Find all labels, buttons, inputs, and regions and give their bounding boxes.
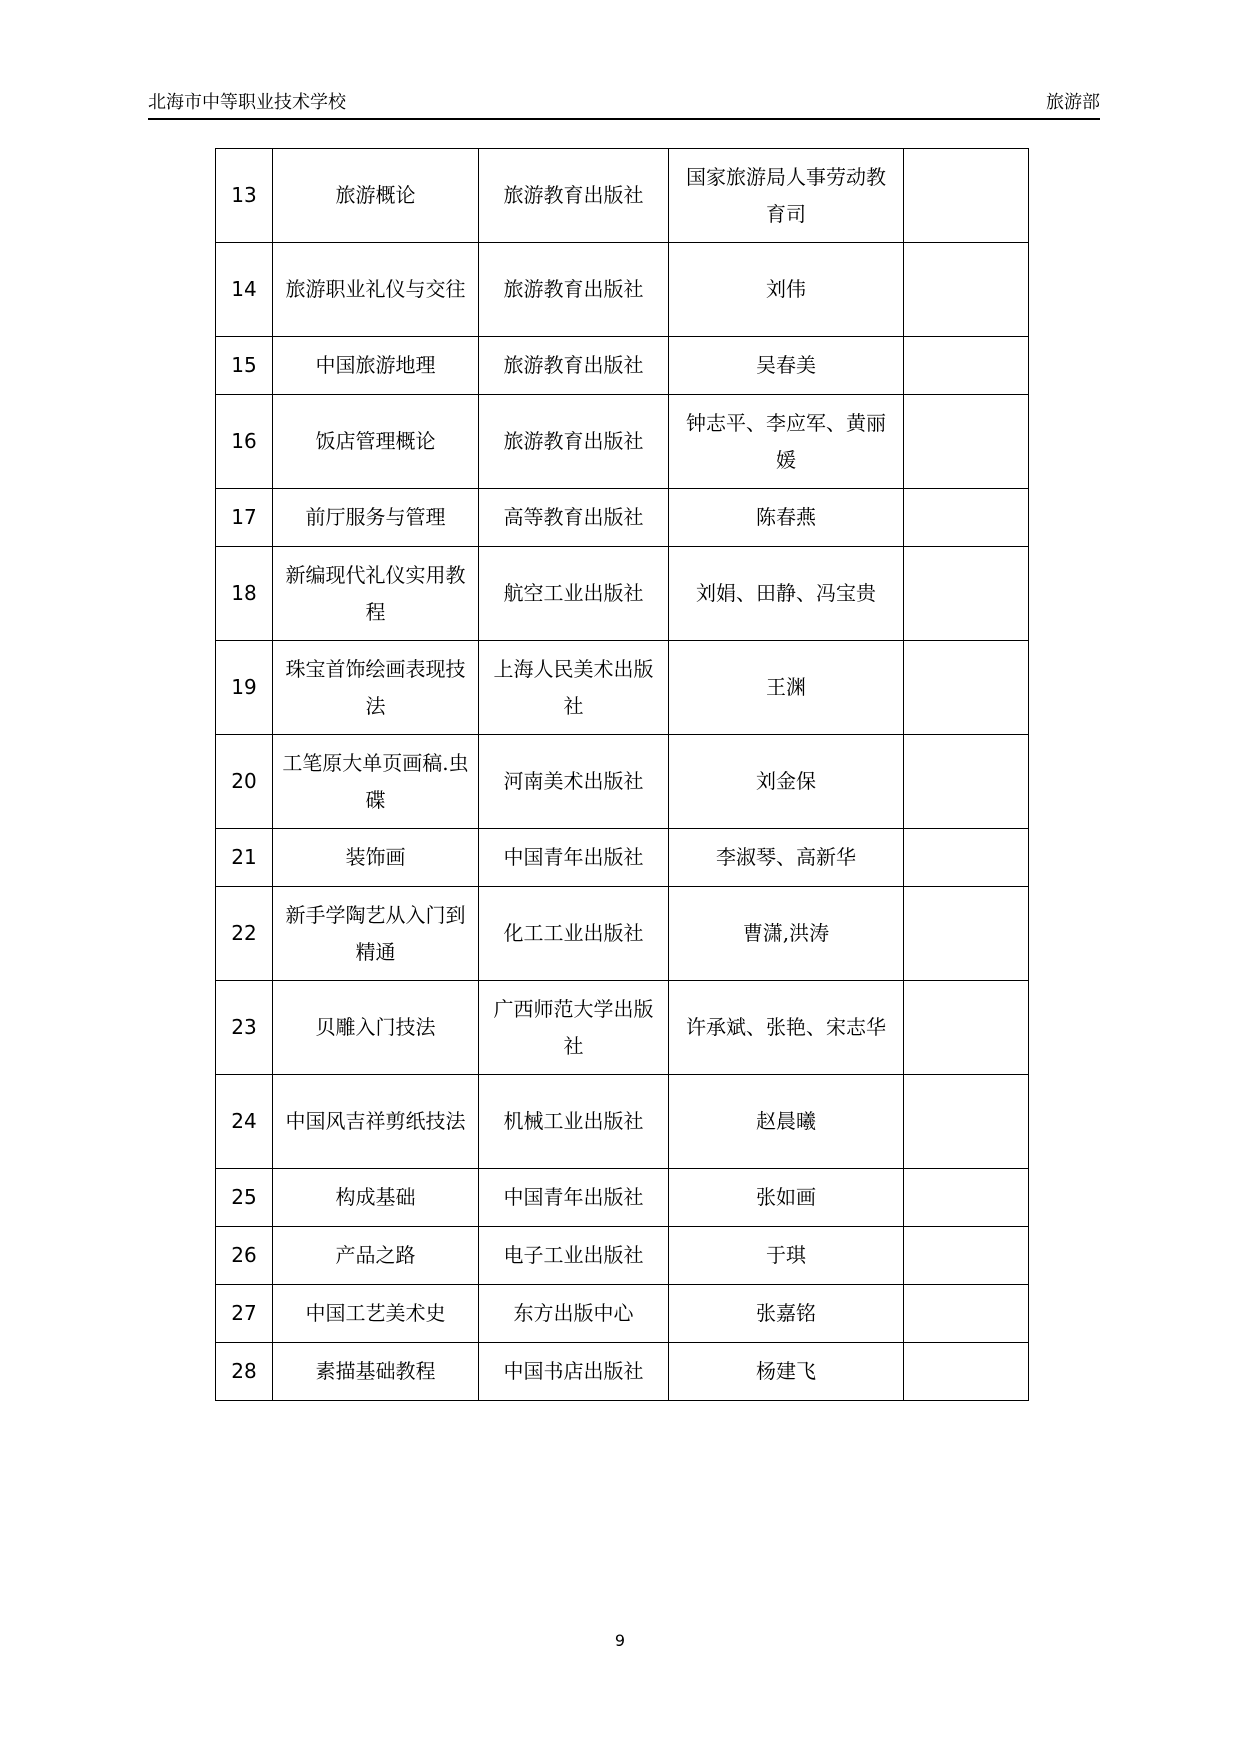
publisher: 中国青年出版社 <box>479 829 669 887</box>
note <box>904 337 1029 395</box>
author: 钟志平、李应军、黄丽媛 <box>669 395 904 489</box>
author: 吴春美 <box>669 337 904 395</box>
note <box>904 1075 1029 1169</box>
row-number: 15 <box>216 337 273 395</box>
row-number: 14 <box>216 243 273 337</box>
author: 王渊 <box>669 641 904 735</box>
author: 曹潇,洪涛 <box>669 887 904 981</box>
school-name: 北海市中等职业技术学校 <box>148 92 346 113</box>
note <box>904 547 1029 641</box>
book-title: 素描基础教程 <box>273 1343 479 1401</box>
table-row <box>216 887 1029 981</box>
textbook-table <box>215 148 1029 1401</box>
book-title: 旅游职业礼仪与交往 <box>273 243 479 337</box>
page-header <box>148 86 1100 120</box>
row-number: 16 <box>216 395 273 489</box>
table-row <box>216 829 1029 887</box>
publisher: 东方出版中心 <box>479 1285 669 1343</box>
row-number: 23 <box>216 981 273 1075</box>
author: 刘金保 <box>669 735 904 829</box>
author: 于琪 <box>669 1227 904 1285</box>
table-row <box>216 547 1029 641</box>
publisher: 旅游教育出版社 <box>479 243 669 337</box>
author: 赵晨曦 <box>669 1075 904 1169</box>
book-title: 中国旅游地理 <box>273 337 479 395</box>
book-title: 工笔原大单页画稿.虫碟 <box>273 735 479 829</box>
row-number: 25 <box>216 1169 273 1227</box>
author: 张嘉铭 <box>669 1285 904 1343</box>
book-title: 中国风吉祥剪纸技法 <box>273 1075 479 1169</box>
department-name: 旅游部 <box>1046 92 1100 113</box>
publisher: 上海人民美术出版社 <box>479 641 669 735</box>
publisher: 电子工业出版社 <box>479 1227 669 1285</box>
publisher: 中国青年出版社 <box>479 1169 669 1227</box>
book-title: 珠宝首饰绘画表现技法 <box>273 641 479 735</box>
note <box>904 489 1029 547</box>
book-title: 旅游概论 <box>273 149 479 243</box>
publisher: 高等教育出版社 <box>479 489 669 547</box>
row-number: 27 <box>216 1285 273 1343</box>
table-row <box>216 735 1029 829</box>
note <box>904 1227 1029 1285</box>
note <box>904 395 1029 489</box>
book-title: 新手学陶艺从入门到精通 <box>273 887 479 981</box>
author: 张如画 <box>669 1169 904 1227</box>
publisher: 旅游教育出版社 <box>479 149 669 243</box>
table-row <box>216 1169 1029 1227</box>
publisher: 旅游教育出版社 <box>479 395 669 489</box>
row-number: 19 <box>216 641 273 735</box>
row-number: 22 <box>216 887 273 981</box>
book-title: 新编现代礼仪实用教程 <box>273 547 479 641</box>
row-number: 20 <box>216 735 273 829</box>
book-title: 产品之路 <box>273 1227 479 1285</box>
page-number: 9 <box>614 1631 626 1650</box>
row-number: 21 <box>216 829 273 887</box>
author: 陈春燕 <box>669 489 904 547</box>
author: 杨建飞 <box>669 1343 904 1401</box>
note <box>904 1285 1029 1343</box>
note <box>904 829 1029 887</box>
note <box>904 981 1029 1075</box>
table-row <box>216 981 1029 1075</box>
note <box>904 1169 1029 1227</box>
publisher: 广西师范大学出版社 <box>479 981 669 1075</box>
publisher: 化工工业出版社 <box>479 887 669 981</box>
book-title: 装饰画 <box>273 829 479 887</box>
table-row <box>216 149 1029 243</box>
publisher: 机械工业出版社 <box>479 1075 669 1169</box>
note <box>904 243 1029 337</box>
author: 国家旅游局人事劳动教育司 <box>669 149 904 243</box>
table-row <box>216 1285 1029 1343</box>
book-title: 中国工艺美术史 <box>273 1285 479 1343</box>
book-title: 贝雕入门技法 <box>273 981 479 1075</box>
table-row <box>216 337 1029 395</box>
table-row <box>216 489 1029 547</box>
row-number: 24 <box>216 1075 273 1169</box>
publisher: 中国书店出版社 <box>479 1343 669 1401</box>
note <box>904 887 1029 981</box>
row-number: 17 <box>216 489 273 547</box>
note <box>904 641 1029 735</box>
publisher: 河南美术出版社 <box>479 735 669 829</box>
row-number: 28 <box>216 1343 273 1401</box>
table-row <box>216 1075 1029 1169</box>
row-number: 26 <box>216 1227 273 1285</box>
row-number: 13 <box>216 149 273 243</box>
note <box>904 1343 1029 1401</box>
table-row <box>216 1343 1029 1401</box>
book-title: 饭店管理概论 <box>273 395 479 489</box>
table-row <box>216 395 1029 489</box>
note <box>904 149 1029 243</box>
author: 刘伟 <box>669 243 904 337</box>
author: 李淑琴、高新华 <box>669 829 904 887</box>
author: 许承斌、张艳、宋志华 <box>669 981 904 1075</box>
author: 刘娟、田静、冯宝贵 <box>669 547 904 641</box>
row-number: 18 <box>216 547 273 641</box>
note <box>904 735 1029 829</box>
publisher: 旅游教育出版社 <box>479 337 669 395</box>
table-row <box>216 641 1029 735</box>
table-row <box>216 243 1029 337</box>
publisher: 航空工业出版社 <box>479 547 669 641</box>
book-title: 构成基础 <box>273 1169 479 1227</box>
book-title: 前厅服务与管理 <box>273 489 479 547</box>
table-row <box>216 1227 1029 1285</box>
